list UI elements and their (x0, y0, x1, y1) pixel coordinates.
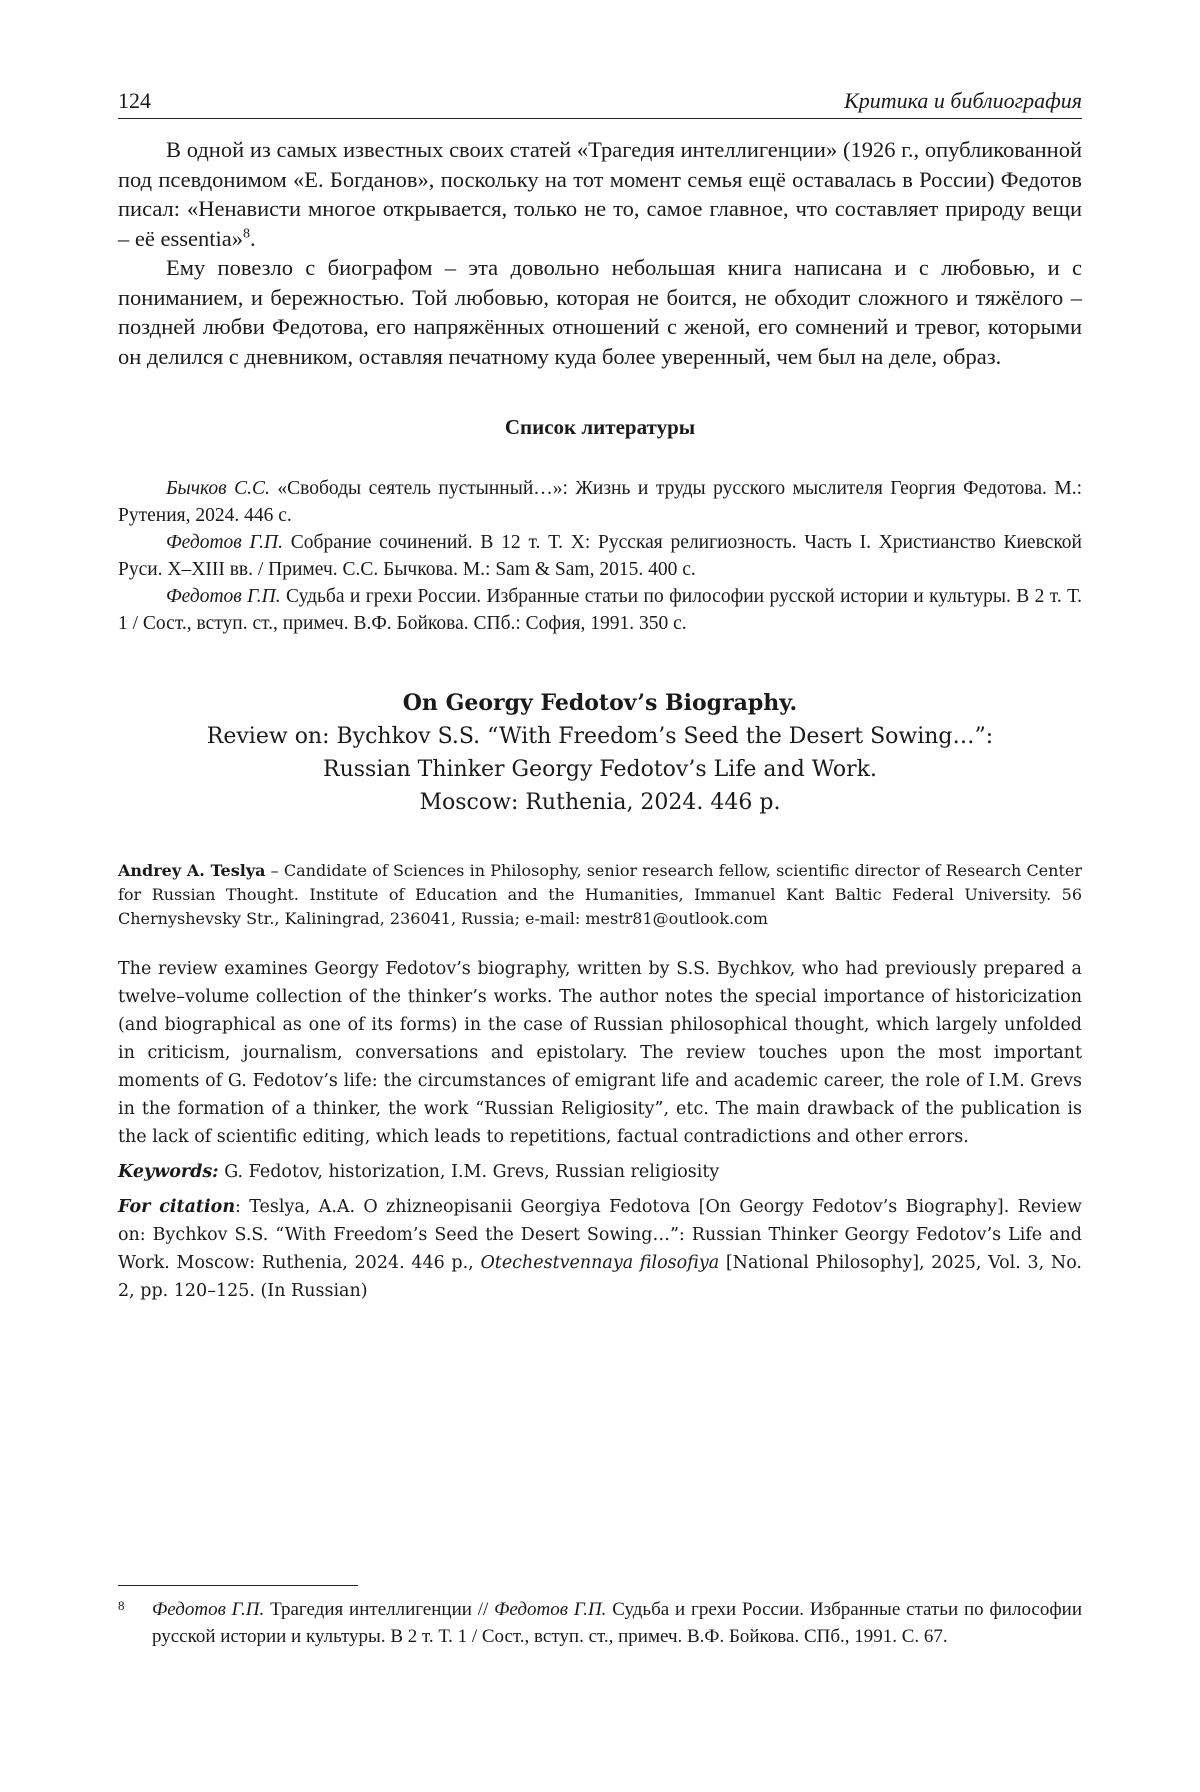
section-title: Критика и библиография (844, 88, 1082, 113)
keywords-label: Keywords: (118, 1162, 219, 1182)
bibliography-title: Список литературы (504, 415, 696, 439)
keywords-text: G. Fedotov, historization, I.M. Grevs, Russian religiosity (218, 1162, 720, 1182)
paragraph-2: Ему повезло с биографом – эта довольно небольшая книга написана и с любовью, и с пониманием, и бережностью. Той любовью, которая не боится, не обходит сложного и тяжёлого – поздней любви Федотова, его напряжённых отношений с женой, его сомнений и тревог, которыми он делился с дневником, оставляя печатному куда более уверенный, чем был на деле, образ. (118, 255, 1082, 369)
footnote-author-2: Федотов Г.П. (494, 1599, 607, 1620)
citation-text-a: : Teslya, A.A. O zhizneopisanii Georgiya Fedotova [On Georgy Fedotov’s Biography]. Review on: Bychkov S.S. “With Freedom’s Seed the Desert Sowing…”: Russian Thinker Georgy Fedotov’s Life and Work. Moscow: Ruthenia, 2024. 446 p., (118, 1197, 1082, 1273)
running-header (118, 88, 1082, 119)
english-subtitle-3: Moscow: Ruthenia, 2024. 446 p. (419, 790, 781, 815)
bib-text: «Свободы сеятель пустынный…»: Жизнь и труды русского мыслителя Георгия Федотова. М.: Рутения, 2024. 446 с. (118, 478, 1082, 526)
bibliography (118, 475, 1082, 637)
citation-text-b: [National Philosophy], 2025, Vol. 3, No. 2, pp. 120–125. (In Russian) (118, 1253, 1082, 1301)
english-subtitle-1: Review on: Bychkov S.S. “With Freedom’s Seed the Desert Sowing…”: (206, 724, 994, 749)
footnote-text-1: Трагедия интеллигенции // (264, 1599, 495, 1620)
keywords (118, 1158, 1082, 1186)
author-name: Andrey A. Teslya (118, 861, 266, 880)
bib-author: Бычков С.С. (166, 478, 270, 499)
paragraph-1 (118, 135, 1082, 253)
english-title: On Georgy Fedotov’s Biography. (402, 690, 798, 716)
english-subtitle-2: Russian Thinker Georgy Fedotov’s Life and Work. (323, 757, 877, 782)
footnote-number: 8 (118, 1598, 125, 1613)
paragraph-1-end: . (249, 225, 256, 251)
footnote-text (152, 1596, 1082, 1650)
citation (118, 1193, 1082, 1305)
bib-author: Федотов Г.П. (166, 586, 281, 607)
footnote-text-2: Судьба и грехи России. Избранные статьи по философии русской истории и культуры. В 2 т. Т. 1 / Сост., вступ. ст., примеч. В.Ф. Бойкова. СПб., 1991. С. 67. (152, 1599, 1082, 1647)
footnote-divider (118, 1585, 358, 1586)
page (118, 88, 1082, 1305)
author-info (118, 859, 1082, 931)
bib-text: Собрание сочинений. В 12 т. Т. X: Русская религиозность. Часть I. Христианство Киевской Руси. X–XIII вв. / Примеч. С.С. Бычкова. М.: Sam & Sam, 2015. 400 с. (118, 532, 1082, 580)
footnote-author-1: Федотов Г.П. (152, 1599, 265, 1620)
bib-author: Федотов Г.П. (166, 532, 284, 553)
citation-label: For citation (118, 1197, 236, 1217)
citation-journal: Otechestvennaya filosofiya (480, 1253, 720, 1273)
bib-entry (118, 529, 1082, 583)
footnote (118, 1596, 1082, 1650)
english-title-block (118, 687, 1082, 819)
page-number: 124 (118, 88, 151, 113)
bib-text: Судьба и грехи России. Избранные статьи по философии русской истории и культуры. В 2 т. Т. 1 / Сост., вступ. ст., примеч. В.Ф. Бойкова. СПб.: София, 1991. 350 с. (118, 586, 1082, 634)
author-affiliation: – Candidate of Sciences in Philosophy, senior research fellow, scientific director of Research Center for Russian Thought. Institute of Education and the Humanities, Immanuel Kant Baltic Federal University. 56 Chernyshevsky Str., Kaliningrad, 236041, Russia; e-mail: mestr81@outlook.com (118, 861, 1083, 928)
footnote-ref: 8 (242, 226, 250, 241)
paragraph-1-text: В одной из самых известных своих статей «Трагедия интеллигенции» (1926 г., опубликованной под псевдонимом «Е. Богданов», поскольку на тот момент семья ещё оставалась в России) Федотов писал: «Ненависти многое открывается, только не то, самое главное, что составляет природу вещи – её essentia» (118, 137, 1082, 251)
bib-entry (118, 475, 1082, 529)
body-text (118, 135, 1082, 371)
abstract: The review examines Georgy Fedotov’s biography, written by S.S. Bychkov, who had previously prepared a twelve–volume collection of the thinker’s works. The author notes the special importance of historicization (and biographical as one of its forms) in the case of Russian philosophical thought, which largely unfolded in criticism, journalism, conversations and epistolary. The review touches upon the most important moments of G. Fedotov’s life: the circumstances of emigrant life and academic career, the role of I.M. Grevs in the formation of a thinker, the work “Russian Religiosity”, etc. The main drawback of the publication is the lack of scientific editing, which leads to repetitions, factual contradictions and other errors. (118, 959, 1082, 1147)
bib-entry (118, 583, 1082, 637)
